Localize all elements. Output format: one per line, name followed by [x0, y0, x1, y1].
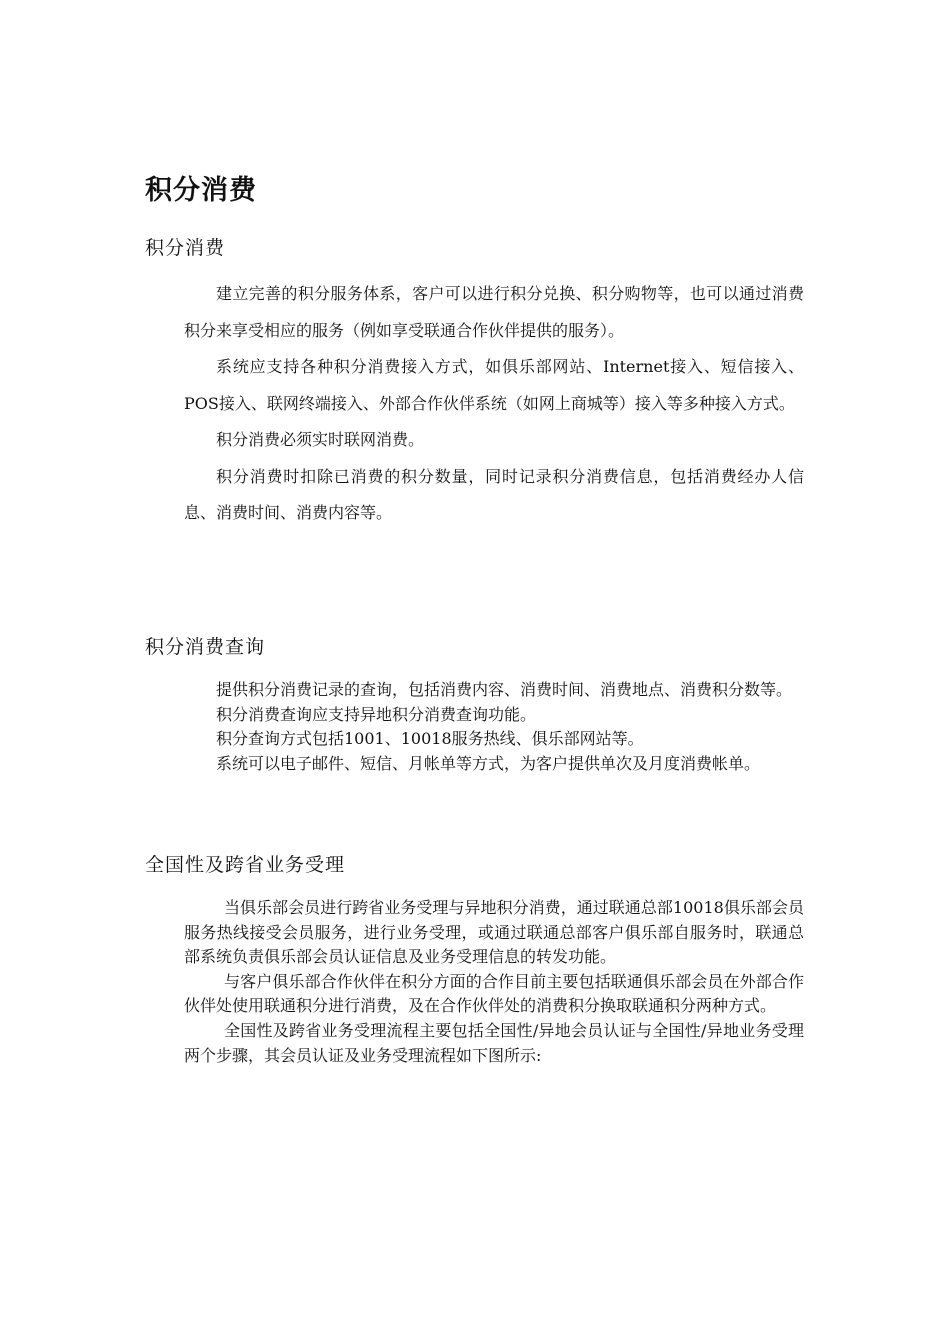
section-heading-consumption-query: 积分消费查询: [145, 636, 266, 658]
paragraph: 积分查询方式包括1001、10018服务热线、俱乐部网站等。: [216, 729, 644, 748]
paragraph: 积分消费查询应支持异地积分消费查询功能。: [216, 704, 537, 724]
section-body-consumption-query: [184, 678, 804, 776]
paragraph: 系统可以电子邮件、短信、月帐单等方式，为客户提供单次及月度消费帐单。: [216, 753, 761, 773]
section-heading-national-business: 全国性及跨省业务受理: [145, 854, 346, 876]
paragraph: 提供积分消费记录的查询，包括消费内容、消费时间、消费地点、消费积分数等。: [216, 680, 793, 699]
paragraph: 积分消费必须实时联网消费。: [216, 430, 425, 449]
section-body-points-consumption: [184, 276, 804, 532]
paragraph: 全国性及跨省业务受理流程主要包括全国性/异地会员认证与全国性/异地业务受理两个步骤，其会员认证及业务受理流程如下图所示:: [184, 1020, 804, 1065]
paragraph: 与客户俱乐部合作伙伴在积分方面的合作目前主要包括联通俱乐部会员在外部合作伙伴处使用联通积分进行消费，及在合作伙伴处的消费积分换取联通积分两种方式。: [184, 971, 804, 1016]
paragraph: 建立完善的积分服务体系，客户可以进行积分兑换、积分购物等，也可以通过消费积分来享受相应的服务（例如享受联通合作伙伴提供的服务）。: [184, 284, 804, 340]
document-title: 积分消费: [145, 175, 257, 206]
section-heading-points-consumption: 积分消费: [145, 237, 226, 259]
section-body-national-business: [184, 896, 804, 1068]
paragraph: 积分消费时扣除已消费的积分数量，同时记录积分消费信息，包括消费经办人信息、消费时间、消费内容等。: [184, 466, 804, 522]
paragraph: 当俱乐部会员进行跨省业务受理与异地积分消费，通过联通总部10018俱乐部会员服务热线接受会员服务，进行业务受理，或通过联通总部客户俱乐部自服务时，联通总部系统负责俱乐部会员认证信息及业务受理信息的转发功能。: [184, 898, 804, 967]
paragraph: 系统应支持各种积分消费接入方式，如俱乐部网站、Internet接入、短信接入、POS接入、联网终端接入、外部合作伙伴系统（如网上商城等）接入等多种接入方式。: [184, 357, 804, 413]
